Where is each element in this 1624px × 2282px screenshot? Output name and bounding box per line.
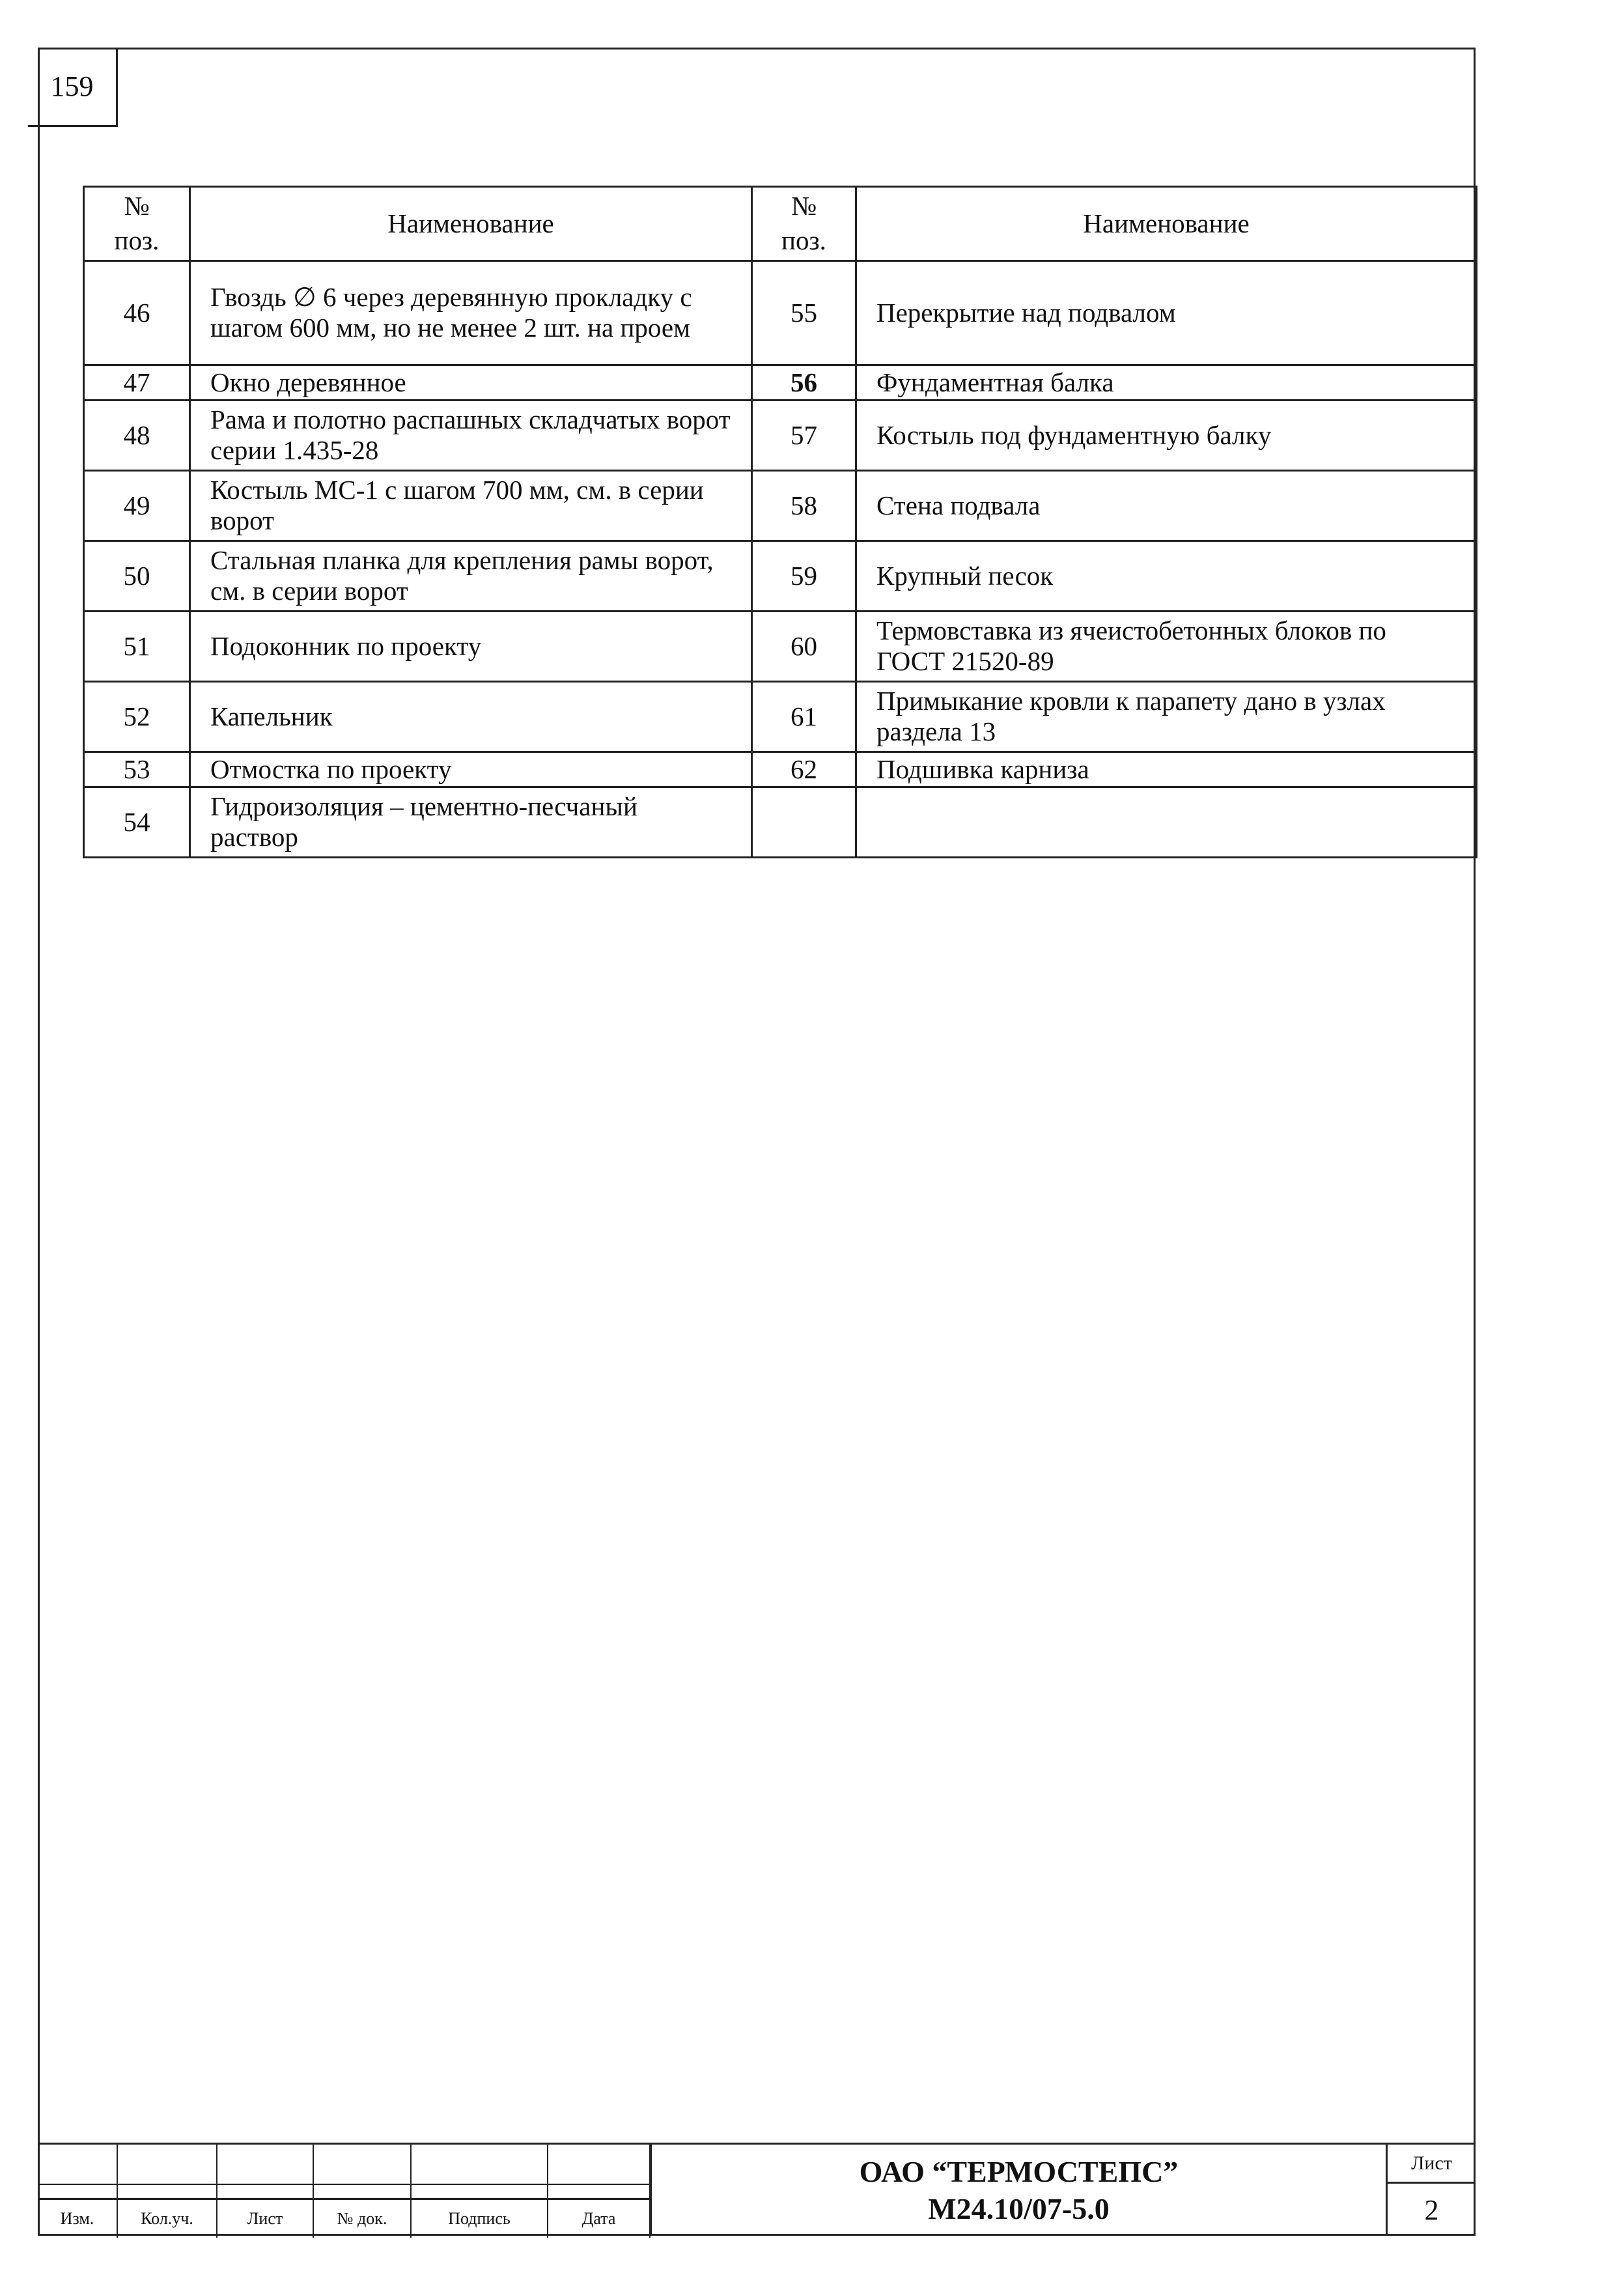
table-header-row bbox=[84, 187, 1477, 261]
table-row bbox=[84, 261, 1477, 365]
table-row bbox=[84, 400, 1477, 470]
sheet-label: Лист bbox=[1388, 2145, 1476, 2184]
item-name: Крупный песок bbox=[856, 541, 1477, 611]
position-number: 54 bbox=[84, 787, 190, 857]
revision-grid bbox=[38, 2145, 651, 2238]
position-number: 52 bbox=[84, 681, 190, 752]
item-name: Отмостка по проекту bbox=[190, 752, 752, 787]
item-name: Рама и полотно распашных складчатых ворот серии 1.435-28 bbox=[190, 400, 752, 470]
position-number: 56 bbox=[752, 365, 856, 400]
title-block bbox=[38, 2143, 1476, 2236]
table-row bbox=[84, 470, 1477, 541]
item-name: Капельник bbox=[190, 681, 752, 752]
table-row bbox=[84, 365, 1477, 400]
item-name: Фундаментная балка bbox=[856, 365, 1477, 400]
item-name: Гвоздь ∅ 6 через деревянную прокладку с шагом 600 мм, но не менее 2 шт. на проем bbox=[190, 261, 752, 365]
position-number: 57 bbox=[752, 400, 856, 470]
table-row bbox=[84, 752, 1477, 787]
position-number: 53 bbox=[84, 752, 190, 787]
document-code: М24.10/07-5.0 bbox=[928, 2192, 1110, 2225]
position-number: 46 bbox=[84, 261, 190, 365]
column-quantity: Кол.уч. bbox=[117, 2199, 217, 2238]
position-number: 51 bbox=[84, 611, 190, 681]
position-number: 59 bbox=[752, 541, 856, 611]
page-number: 159 bbox=[28, 48, 118, 127]
sheet-box bbox=[1386, 2145, 1476, 2236]
position-number: 48 bbox=[84, 400, 190, 470]
item-name: Окно деревянное bbox=[190, 365, 752, 400]
item-name: Стальная планка для крепления рамы ворот, см. в серии ворот bbox=[190, 541, 752, 611]
item-name: Гидроизоляция – цементно-песчаный раствор bbox=[190, 787, 752, 857]
header-position-left: № поз. bbox=[84, 187, 190, 261]
revision-row bbox=[38, 2184, 650, 2199]
header-position-right: № поз. bbox=[752, 187, 856, 261]
specification-table bbox=[83, 186, 1477, 858]
item-name: Костыль под фундаментную балку bbox=[856, 400, 1477, 470]
header-name-left: Наименование bbox=[190, 187, 752, 261]
item-name: Подоконник по проекту bbox=[190, 611, 752, 681]
column-doc-number: № док. bbox=[313, 2199, 411, 2238]
position-number: 49 bbox=[84, 470, 190, 541]
item-name: Костыль МС-1 с шагом 700 мм, см. в серии ворот bbox=[190, 470, 752, 541]
column-signature: Подпись bbox=[411, 2199, 548, 2238]
header-name-right: Наименование bbox=[856, 187, 1477, 261]
item-name: Перекрытие над подвалом bbox=[856, 261, 1477, 365]
revision-row bbox=[38, 2145, 650, 2184]
table-row bbox=[84, 787, 1477, 857]
column-date: Дата bbox=[548, 2199, 650, 2238]
revision-header-row bbox=[38, 2199, 650, 2238]
title-main bbox=[650, 2145, 1386, 2236]
position-number: 50 bbox=[84, 541, 190, 611]
position-number: 60 bbox=[752, 611, 856, 681]
sheet-number: 2 bbox=[1424, 2193, 1439, 2226]
table-row bbox=[84, 611, 1477, 681]
item-name: Термовставка из ячеистобетонных блоков по ГОСТ 21520-89 bbox=[856, 611, 1477, 681]
item-name: Примыкание кровли к парапету дано в узлах раздела 13 bbox=[856, 681, 1477, 752]
item-name: Стена подвала bbox=[856, 470, 1477, 541]
position-number bbox=[752, 787, 856, 857]
position-number: 55 bbox=[752, 261, 856, 365]
column-revision: Изм. bbox=[38, 2199, 117, 2238]
position-number: 61 bbox=[752, 681, 856, 752]
item-name bbox=[856, 787, 1477, 857]
table-row bbox=[84, 681, 1477, 752]
item-name: Подшивка карниза bbox=[856, 752, 1477, 787]
company-name: ОАО “ТЕРМОСТЕПС” bbox=[859, 2154, 1179, 2188]
column-sheet: Лист bbox=[217, 2199, 313, 2238]
table-row bbox=[84, 541, 1477, 611]
position-number: 62 bbox=[752, 752, 856, 787]
position-number: 47 bbox=[84, 365, 190, 400]
position-number: 58 bbox=[752, 470, 856, 541]
